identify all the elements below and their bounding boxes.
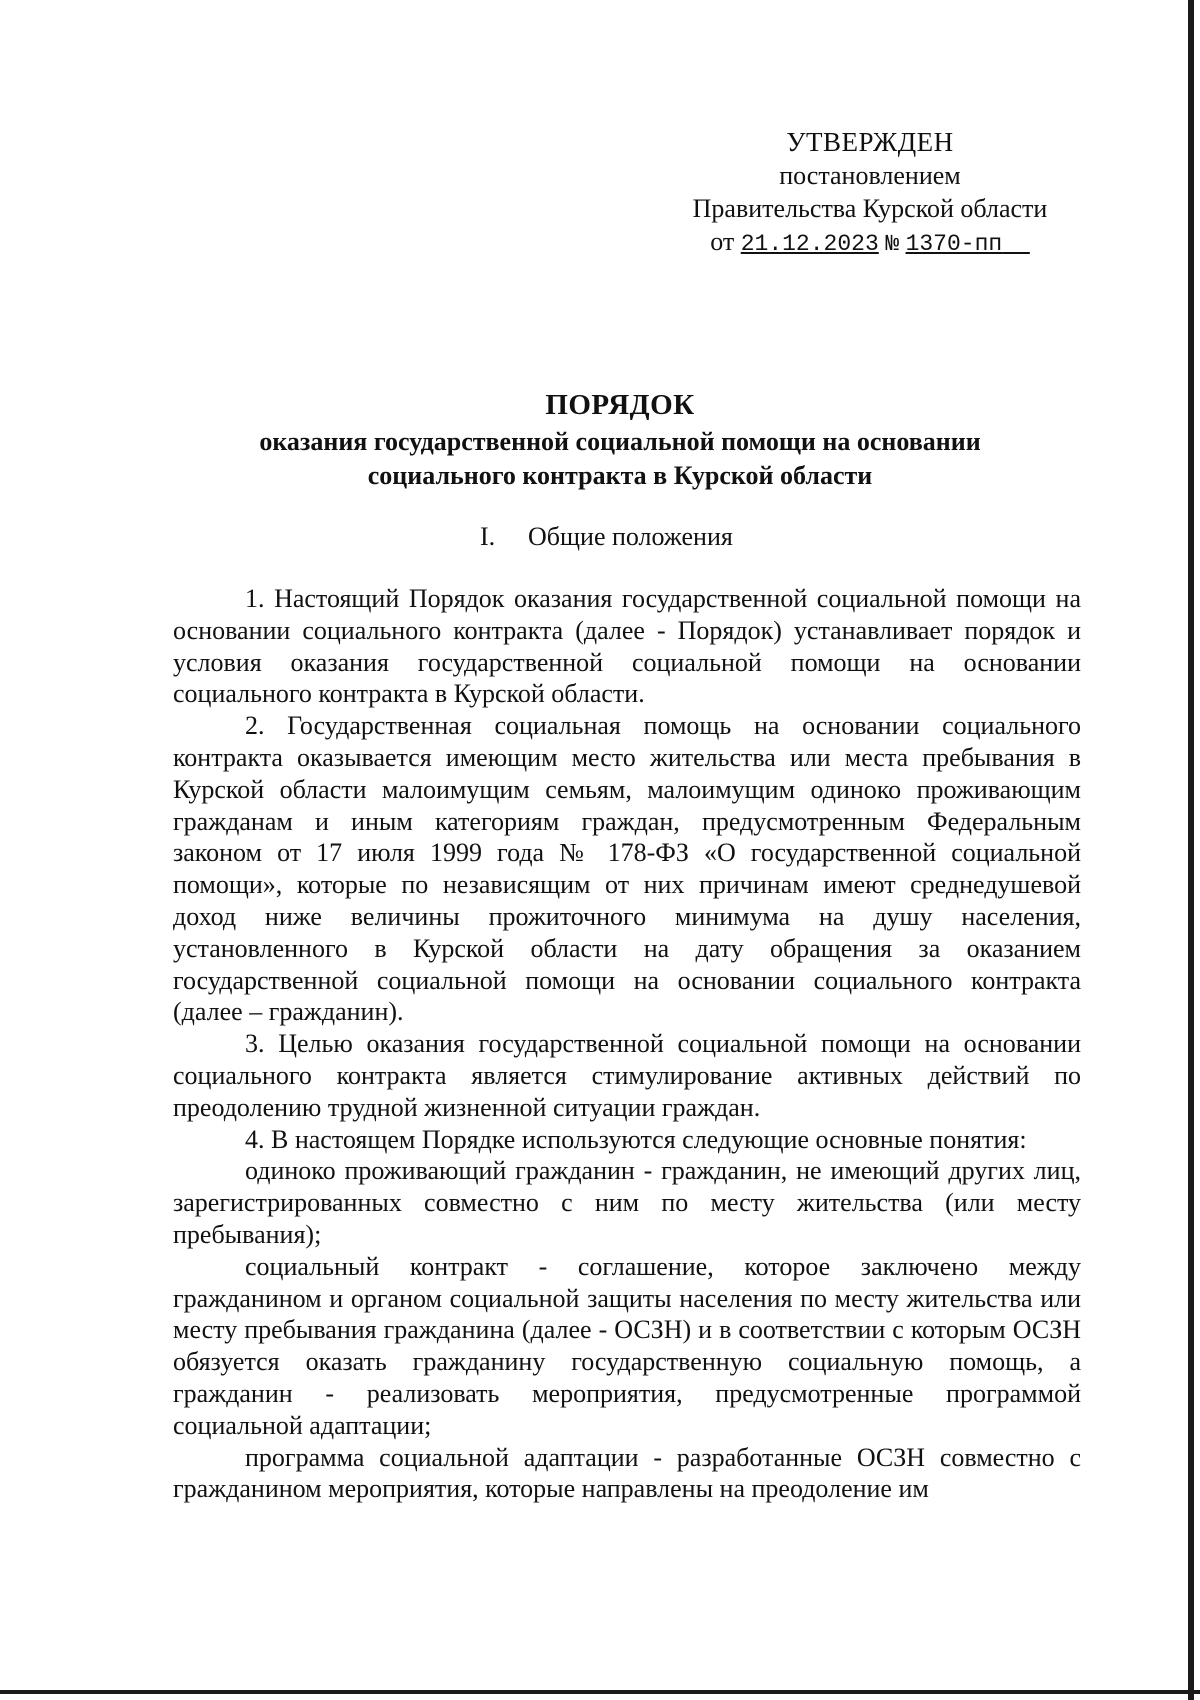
- document-title: [150, 385, 1090, 493]
- approval-date: 21.12.2023: [740, 231, 879, 257]
- paragraph: социальный контракт - соглашение, которое заключено между гражданином и органом социальной защиты населения по месту жительства или месту пребывания гражданина (далее - ОСЗН) и в соответствии с которым ОСЗН обязуется оказать гражданину государственную социальную помощь, а гражданин - реализовать мероприятия, предусмотренные программой социальной адаптации;: [173, 1251, 1081, 1440]
- approval-heading: УТВЕРЖДЕН: [786, 127, 954, 157]
- document-body: [173, 583, 1081, 1505]
- number-sign: №: [885, 231, 900, 257]
- paragraph: 1. Настоящий Порядок оказания государственной социальной помощи на основании социального контракта (далее - Порядок) устанавливает порядок и условия оказания государственной социальной помощи на основании социального контракта в Курской области.: [173, 584, 1081, 709]
- date-prefix: от: [710, 227, 735, 256]
- paragraph: программа социальной адаптации - разработанные ОСЗН совместно с гражданином мероприятия, которые направлены на преодоление им: [173, 1442, 1081, 1504]
- title-main: ПОРЯДОК: [545, 389, 695, 421]
- title-subtitle-line2: социального контракта в Курской области: [367, 461, 873, 490]
- section-number: I.: [480, 522, 496, 551]
- paragraph: одиноко проживающий гражданин - гражданин, не имеющий других лиц, зарегистрированных совместно с ним по месту жительства (или месту пребывания);: [173, 1156, 1081, 1249]
- approval-resolution: постановлением: [779, 161, 961, 190]
- approval-stamp: [660, 126, 1080, 261]
- paragraph: 2. Государственная социальная помощь на основании социального контракта оказывается имеющим место жительства или места пребывания в Курской области малоимущим семьям, малоимущим одиноко проживающим гражданам и иным категориям граждан, предусмотренным Федеральным законом от 17 июля 1999 года № 178-ФЗ «О государственной социальной помощи», которые по независящим от них причинам имеют среднедушевой доход ниже величины прожиточного минимума на душу населения, установленного в Курской области на дату обращения за оказанием государственной социальной помощи на основании социального контракта (далее – гражданин).: [173, 711, 1081, 1027]
- page-edge-right: [1188, 0, 1194, 1700]
- paragraph: 3. Целью оказания государственной социальной помощи на основании социального контракта является стимулирование активных действий по преодолению трудной жизненной ситуации граждан.: [173, 1029, 1081, 1122]
- title-subtitle-line1: оказания государственной социальной помощи на основании: [259, 427, 981, 456]
- page-edge-bottom: [0, 1690, 1200, 1694]
- section-title: Общие положения: [528, 522, 733, 551]
- approval-date-line: [660, 225, 1080, 261]
- approval-number: 1370-пп: [905, 231, 1003, 257]
- approval-government: Правительства Курской области: [692, 194, 1048, 223]
- section-heading: [480, 520, 733, 554]
- paragraph: 4. В настоящем Порядке используются следующие основные понятия:: [245, 1124, 1027, 1154]
